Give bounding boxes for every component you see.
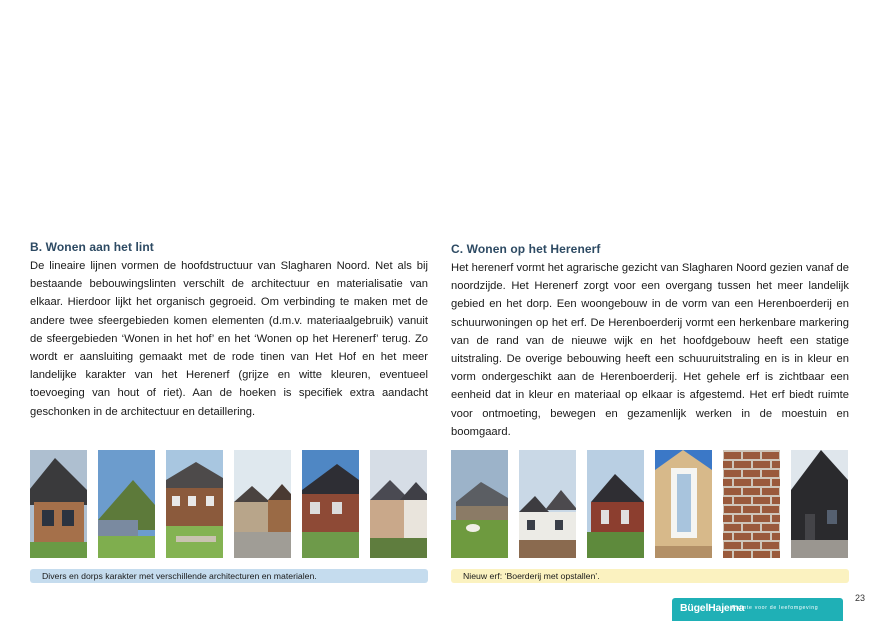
photo-strip-b bbox=[30, 450, 428, 558]
section-b-body: De lineaire lijnen vormen de hoofdstructuur van Slagharen Noord. Net als bij bestaande bebouwingslinten verschilt de architectuur en materialisatie van elkaar. Hierdoor lijkt het organisch gegroeid. Om verbinding te maken met de andere twee sfeergebieden komen elementen (d.m.v. materiaalgebruik) vanuit de sfeergebieden ‘Wonen in het hof’ en het ‘Wonen op het Herenerf’ terug. Zo wordt er aansluiting gemaakt met de rode tinen van Het Hof en het meer landelijke karakter van het Herenerf (grijze en witte kleuren, eventueel toevoeging van hout of riet). Aan de hoeken is specifiek extra aandacht geschonken in de architectuur en detaillering. bbox=[30, 260, 428, 418]
photo-brick-rowhouses bbox=[166, 450, 223, 558]
section-c bbox=[451, 242, 849, 441]
bugelhajema-logo bbox=[672, 598, 843, 621]
photo-corner-houses bbox=[234, 450, 291, 558]
photo-red-barn-house bbox=[587, 450, 644, 558]
section-c-body: Het herenerf vormt het agrarische gezicht van Slagharen Noord gezien vanaf de noordzijde. Het Herenerf zorgt voor een overgang tussen het meer landelijk gebied en het dorp. Een woongebouw in de vorm van een Herenboerderij en schuurwoningen op het erf. De Herenboerderij vormt een herkenbare markering van de rand van de nieuwe wijk en het hoofdgebouw heeft een statige uitstraling. De overige bebouwing heeft een schuuruitstraling en is in kleur en vorm ondergeschikt aan de Herenboerderij. Het gehele erf is zichtbaar een eenheid dat in kleur en materiaal op elkaar is afgestemd. Het erf biedt ruimte voor ontmoeting, bewegen en gezamenlijk werken in de moestuin en boomgaard. bbox=[451, 262, 849, 438]
caption-b: Divers en dorps karakter met verschillende architecturen en materialen. bbox=[30, 569, 428, 583]
page-number: 23 bbox=[855, 593, 866, 603]
section-c-heading: C. Wonen op het Herenerf bbox=[451, 242, 601, 256]
photo-strip-c bbox=[451, 450, 849, 558]
photo-timber-window-detail bbox=[655, 450, 712, 558]
photo-farm-with-sheep bbox=[451, 450, 508, 558]
section-b bbox=[30, 240, 428, 421]
photo-modern-brick-houses bbox=[302, 450, 359, 558]
photo-brick-wall-texture bbox=[723, 450, 780, 558]
section-b-heading: B. Wonen aan het lint bbox=[30, 240, 154, 254]
logo-tagline: Ruimte voor de leefomgeving bbox=[732, 605, 819, 611]
caption-c: Nieuw erf: ‘Boerderij met opstallen’. bbox=[451, 569, 849, 583]
photo-white-farmhouse bbox=[519, 450, 576, 558]
photo-dark-timber-barn bbox=[791, 450, 848, 558]
photo-green-roof-house bbox=[98, 450, 155, 558]
logo-brand: BügelHajema bbox=[680, 602, 745, 614]
photo-gabled-villa bbox=[370, 450, 427, 558]
photo-timber-house bbox=[30, 450, 87, 558]
